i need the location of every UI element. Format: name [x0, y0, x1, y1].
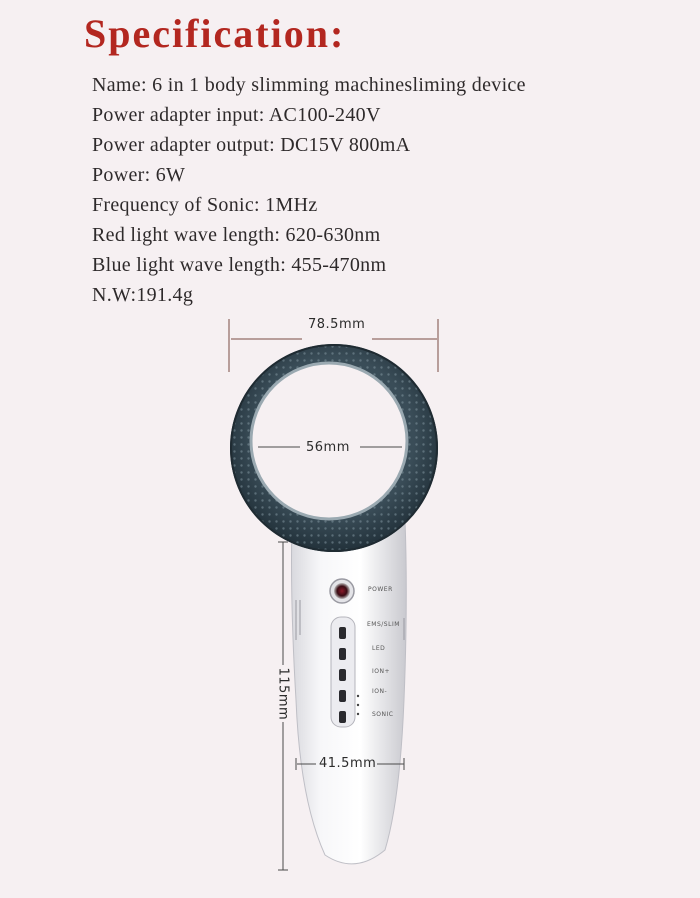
device-label-ion-plus: ION+ — [372, 668, 391, 675]
spec-sonic-frequency: Frequency of Sonic: 1MHz — [92, 194, 318, 216]
spec-adapter-output: Power adapter output: DC15V 800mA — [92, 134, 411, 156]
spec-power: Power: 6W — [92, 164, 186, 186]
device-label-power: POWER — [368, 586, 393, 593]
inner-diameter-label: 56mm — [306, 440, 350, 455]
device-label-led: LED — [372, 645, 386, 652]
page-title: Specification: — [84, 11, 346, 56]
handle-length-label: 115mm — [275, 667, 291, 721]
handle-width-label: 41.5mm — [319, 756, 377, 771]
spec-name: Name: 6 in 1 body slimming machinesliming device — [92, 74, 526, 96]
device-label-sonic: SONIC — [372, 711, 394, 718]
spec-adapter-input: Power adapter input: AC100-240V — [92, 104, 381, 126]
spec-blue-light: Blue light wave length: 455-470nm — [92, 254, 387, 276]
device-label-ems: EMS/SLIM — [367, 621, 400, 628]
device-label-ion-minus: ION- — [372, 688, 388, 695]
outer-diameter-label: 78.5mm — [308, 317, 366, 332]
spec-net-weight: N.W:191.4g — [92, 284, 194, 306]
spec-red-light: Red light wave length: 620-630nm — [92, 224, 381, 246]
